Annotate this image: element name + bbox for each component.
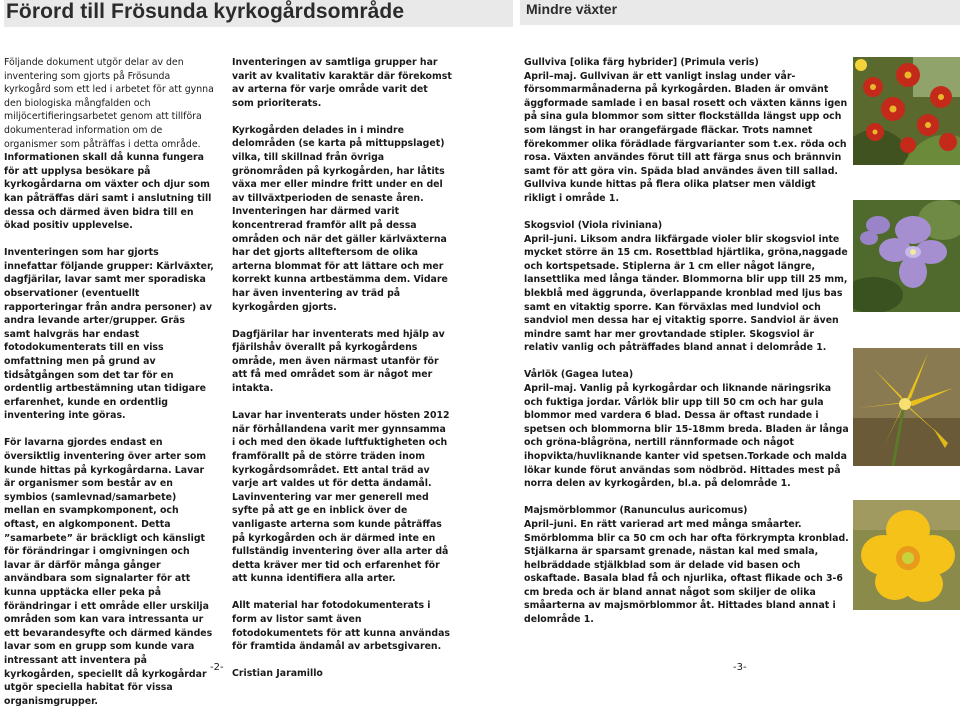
method-paragraph-2: Kyrkogården delades in i mindre delområden (se karta på mittuppslaget) vilka, till skillnad från övriga grönområden på kyrkogården, har låtits växa mer eller mindre fritt under en del av tillväxtperioden de senaste åren. Inventeringen har därmed varit koncentrerad framför allt på dessa områden och när det gäller kärlväxterna har det gjorts allteftersom de olika arterna blommat för att lättare och mer korrekt kunna artbestämma dem. Vidare har även inventering av träd på kyrkogården gjorts.: [232, 124, 448, 313]
species-entry-ranunculus: [524, 504, 849, 626]
intro-paragraph-1b: Informationen skall då kunna fungera för att upplysa besökare på kyrkogårdarna om växter och djur som kan påträffas däri samt i anslutning till dessa och därmed även bidra till en ökad positiv upplevelse.: [4, 152, 212, 232]
intro-paragraph-2: Inventeringen som har gjorts innefattar följande grupper: Kärlväxter, dagfjärilar, lavar samt mer sporadiska observationer (eventuellt rapporteringar från andra personer) av andra levande arter/grupper. Gräs samt halvgräs har endast fotodokumenterats till en viss omfattning men på grund av tidsåtgången som det tar för en ordentlig artbestämning utan tidigare erfarenhet, kunde en ordentlig inventering inte göras.: [4, 247, 214, 422]
method-paragraph-5: Allt material har fotodokumenterats i form av listor samt även fotodokumentets för att kunna användas för framtida ändamål av arbetsgivaren.: [232, 600, 451, 653]
species-title: Vårlök (Gagea lutea): [524, 369, 634, 381]
species-title: Skogsviol (Viola riviniana): [524, 220, 663, 232]
page-title: Förord till Frösunda kyrkogårdsområde: [4, 0, 513, 27]
intro-paragraph-3: För lavarna gjordes endast en översiktlig inventering över arter som kunde hittas på kyrkogårdarna. Lavar är organismer som består av en symbios (samlevnad/samarbete) mellan en svampkomponent, och oftast, en algkomponent. Detta ”samarbete” är bräckligt och känsligt för förändringar i omgivningen och lavar är därför många gånger användbara som signalarter för att kunna upptäcka eller peka på förändringar i ett område eller urskilja områden som kan vara intressanta ur ett bevarandesyfte och därmed kändes lavar som en grupp som kunde vara intressant att inventera på kyrkogården, speciellt då kyrkogårdar utgör speciella habitat för vissa organismgrupper.: [4, 437, 213, 707]
species-description: April–juni. Liksom andra likfärgade violer blir skogsviol inte mycket större än 15 cm. Rosettblad hjärtlika, gröna,naggade och kortspetsade. Stiplerna är 1 cm eller något längre, lansettlika med långa tänder. Blommorna blir upp till 25 mm, blekblå med äggrunda, överlappande kronblad med ljus bas samt en vitaktig sporre. Kan förväxlas med lundviol och sandviol men dessa har ej vitaktig sporre. Sandviol är även mindre samt har mer grovtandade stipler. Skogsviol är relativ vanlig och påträffades bland annat i delområde 1.: [524, 233, 848, 354]
intro-column: [4, 56, 214, 722]
intro-paragraph-1: Följande dokument utgör delar av den inventering som gjorts på Frösunda kyrkogård som ett led i arbetet för att gynna den biologiska mångfalden och miljöcertifieringsarbetet genom att tillföra dokumenterad information om de organismer som påträffas i detta område.: [4, 57, 214, 150]
page-number-right: -3-: [733, 662, 747, 673]
method-paragraph-3: Dagfjärilar har inventerats med hjälp av fjärilshåv överallt på kyrkogårdens område, men även närmast utanför för att få med området som är något mer intakta.: [232, 328, 445, 395]
species-description: April–juni. En rätt varierad art med många småarter. Smörblomma blir ca 50 cm och har ofta förkrympta kronblad. Stjälkarna är sparsamt grenade, nästan kal med smala, helbräddade stjälkblad som är delade vid basen och oskaftade. Basala blad få och njurlika, oftast flikade och 3-6 cm breda och är bland annat något som skiljer de olika småarterna av majsmörblommor åt. Hittades bland annat i delområde 1.: [524, 518, 849, 626]
species-description: April–maj. Gullvivan är ett vanligt inslag under vår-försommarmånaderna på kyrkogården. Bladen är omvänt äggformade samlade i en basal rosett och växten känns igen på sina gula blommor som sitter flockställda längst upp och som längst in har orangefärgade fläckar. Trots namnet förekommer olika förädlade färgvarianter som t.ex. röda och rosa. Växten användes förut till att färga snus och brännvin samt för att göra vin. Späda blad användes även till sallad. Gullviva kunde hittas på flera olika platser men väldigt rikligt i område 1.: [524, 70, 848, 204]
method-column: [232, 56, 452, 694]
ranunculus-photo: [853, 500, 960, 610]
author-signature: Cristian Jaramillo: [232, 668, 323, 680]
section-header: [520, 0, 960, 25]
species-title: Gullviva [olika färg hybrider] (Primula veris): [524, 57, 759, 68]
species-entry-gagea: [524, 368, 849, 490]
method-paragraph-4: Lavar har inventerats under hösten 2012 när förhållandena varit mer gynnsamma i och med den ökade luftfuktigheten och framförallt på de större träden inom kyrkogårdsområdet. Ett antal träd av varje art valdes ut för detta ändamål. Lavinventering var mer generell med syfte på att ge en inblick över de vanligaste arterna som kunde påträffas på kyrkogården och är därmed inte en fullständig inventering över alla arter då detta kräver mer tid och erfarenhet för att kunna identifiera alla arter.: [232, 410, 450, 585]
species-column: [524, 56, 849, 640]
species-entry-viola: [524, 219, 849, 355]
species-description: April–maj. Vanlig på kyrkogårdar och liknande näringsrika och fuktiga jordar. Vårlök blir upp till 50 cm och har gula blommor med vardera 6 blad. Dessa är oftast rundade i spetsen och blommorna blir 15-18mm breda. Bladen är långa och gröna-blågröna, nertill rännformade och något ihopvikta/huvliknande kanter vid spetsen.Torkade och malda lökar kunde förut användas som nödbröd. Hittades mest på norra delen av kyrkogården, bl.a. på delområde 1.: [524, 383, 849, 490]
species-entry-primula: [524, 56, 849, 206]
section-title: Mindre växter: [526, 1, 618, 17]
primula-photo: [853, 57, 960, 165]
page-number-left: -2-: [210, 662, 224, 673]
gagea-photo: [853, 348, 960, 466]
viola-photo: [853, 200, 960, 312]
method-paragraph-1: Inventeringen av samtliga grupper har varit av kvalitativ karaktär där förekomst av arterna för varje område varit det som prioriterats.: [232, 57, 452, 109]
species-title: Majsmörblommor (Ranunculus auricomus): [524, 505, 748, 517]
